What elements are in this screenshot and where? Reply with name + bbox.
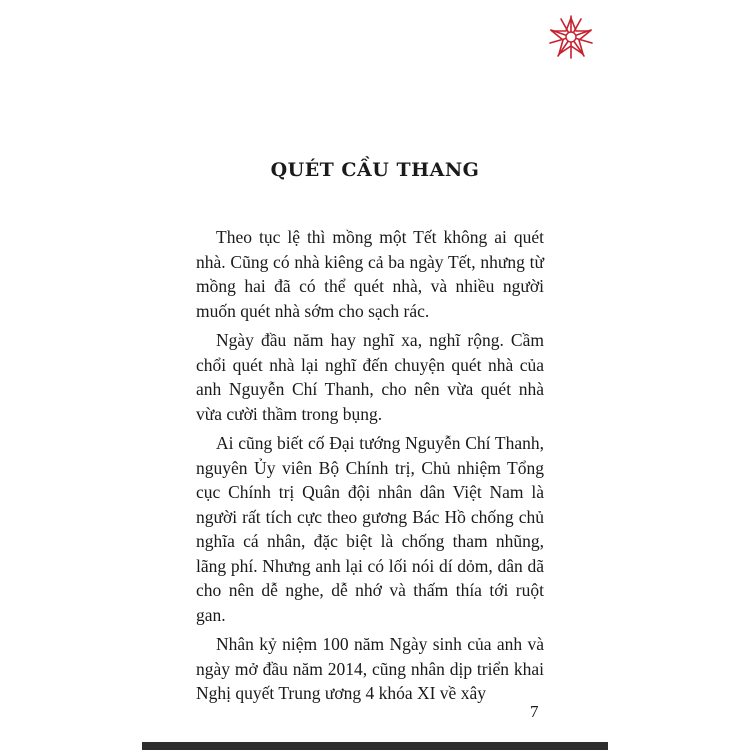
paragraph-1: Theo tục lệ thì mồng một Tết không ai quét nhà. Cũng có nhà kiêng cả ba ngày Tết, nhưng từ mồng hai đã có thể quét nhà, và nhiều người muốn quét nhà sớm cho sạch rác. bbox=[196, 227, 544, 321]
paragraph-2: Ngày đầu năm hay nghĩ xa, nghĩ rộng. Cầm chổi quét nhà lại nghĩ đến chuyện quét nhà của anh Nguyễn Chí Thanh, cho nên vừa quét nhà vừa cười thầm trong bụng. bbox=[196, 330, 544, 424]
paragraph-3: Ai cũng biết cố Đại tướng Nguyễn Chí Thanh, nguyên Ủy viên Bộ Chính trị, Chủ nhiệm Tổng cục Chính trị Quân đội nhân dân Việt Nam là người rất tích cực theo gương Bác Hồ chống chủ nghĩa cá nhân, đặc biệt là chống tham nhũng, lãng phí. Nhưng anh lại có lối nói dí dỏm, dân dã cho nên dễ nghe, dễ nhớ và thấm thía tới ruột gan. bbox=[196, 433, 544, 625]
chapter-body bbox=[196, 225, 544, 711]
paragraph-4: Nhân kỷ niệm 100 năm Ngày sinh của anh và ngày mở đầu năm 2014, cũng nhân dịp triển khai Nghị quyết Trung ương 4 khóa XI về xây bbox=[196, 634, 544, 703]
chapter-title: QUÉT CẦU THANG bbox=[270, 159, 480, 181]
page-bottom-edge bbox=[142, 742, 608, 750]
page-number: 7 bbox=[530, 702, 539, 721]
publisher-star-logo-icon bbox=[548, 14, 594, 60]
